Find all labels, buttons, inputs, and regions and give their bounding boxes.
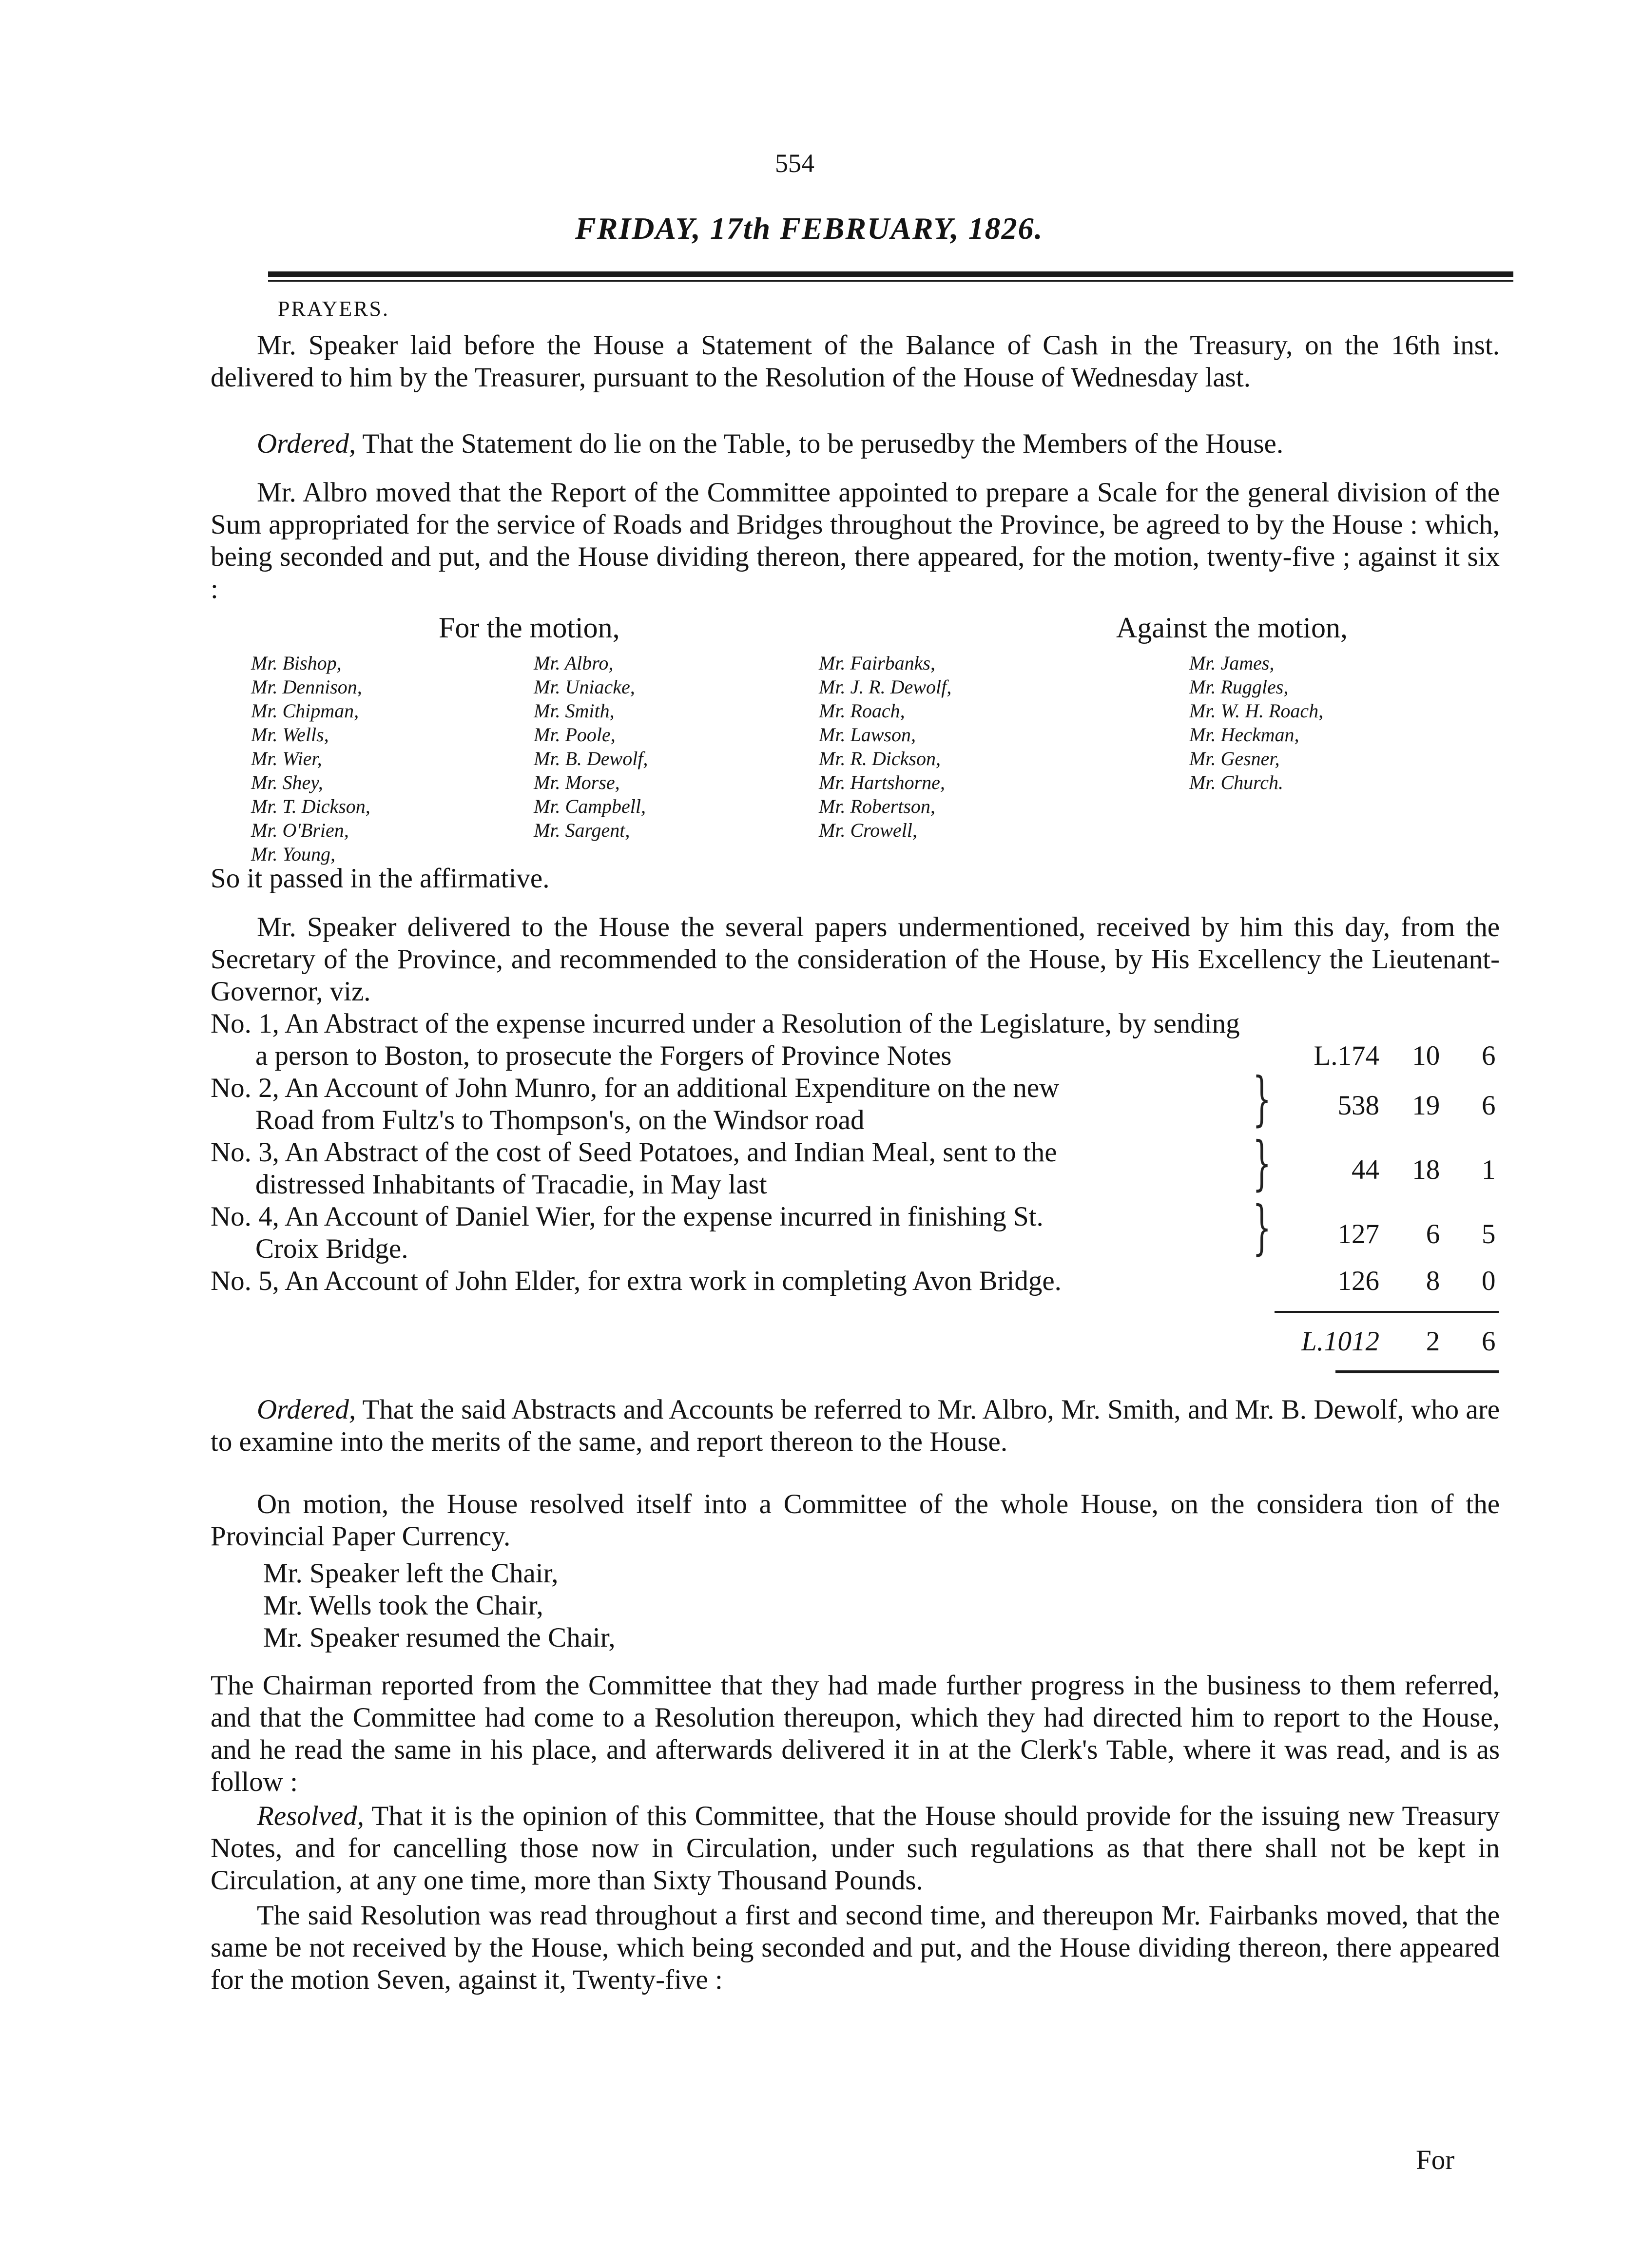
member-name: Mr. O'Brien,: [251, 819, 349, 841]
resolved-label: Resolved,: [257, 1801, 364, 1831]
member-name: Mr. Smith,: [534, 700, 615, 722]
item-brace: }: [1253, 1194, 1272, 1262]
member-name: Mr. Shey,: [251, 771, 323, 793]
amount-pence: 6: [1482, 1090, 1496, 1121]
member-name: Mr. Roach,: [819, 700, 905, 722]
against-names-column: [1189, 651, 1323, 794]
header-rule-thick: [268, 271, 1513, 277]
for-names-column-3: [819, 651, 951, 842]
item-line-1: No. 4, An Account of Daniel Wier, for the expense incurred in finishing St.: [211, 1201, 1044, 1232]
account-item-2: [211, 1072, 1059, 1136]
resolved-text: That it is the opinion of this Committee, that the House should provide for the issuing new Treasury Notes, and for cancelling those now in Circulation, under such regulations as that there shall not be kept in Circulation, at any one time, more than Sixty Thousand Pounds.: [211, 1801, 1500, 1896]
item-brace: }: [1253, 1065, 1272, 1133]
member-name: Mr. Crowell,: [819, 819, 917, 841]
total-shillings: 2: [1426, 1326, 1440, 1357]
item-line-2: Croix Bridge.: [255, 1233, 408, 1264]
member-name: Mr. Hartshorne,: [819, 771, 945, 793]
ordered-text: That the said Abstracts and Accounts be referred to Mr. Albro, Mr. Smith, and Mr. B. Dewolf, who are to examine into the merits of the same, and report thereon to the House.: [211, 1394, 1500, 1457]
member-name: Mr. Robertson,: [819, 795, 935, 817]
member-name: Mr. Albro,: [534, 652, 614, 674]
amount-5: [1296, 1265, 1496, 1297]
speaker-resumed-chair: Mr. Speaker resumed the Chair,: [263, 1622, 616, 1653]
member-name: Mr. W. H. Roach,: [1189, 700, 1324, 722]
paragraph-chairman-report: The Chairman reported from the Committee that they had made further progress in the business to them referred, and that the Committee had come to a Resolution thereupon, which they had directed him to report to the House, and he read the same in his place, and afterwards delivered it in at the Clerk's Table, where it was read, and is as follow :: [211, 1670, 1500, 1797]
page-header-date: FRIDAY, 17th FEBRUARY, 1826.: [575, 211, 1044, 246]
total-pounds: L.1012: [1301, 1326, 1379, 1357]
member-name: Mr. Sargent,: [534, 819, 630, 841]
amount-total: [1257, 1326, 1496, 1357]
member-name: Mr. Wells,: [251, 724, 329, 746]
member-name: Mr. Fairbanks,: [819, 652, 935, 674]
paragraph-papers-delivered: Mr. Speaker delivered to the House the several papers undermentioned, received by him this day, from the Secretary of the Province, and recommended to the consideration of the House, by His Excellency the Lieutenant-Governor, viz.: [211, 912, 1500, 1007]
member-name: Mr. Bishop,: [251, 652, 342, 674]
item-line-1: No. 3, An Abstract of the cost of Seed Potatoes, and Indian Meal, sent to the: [211, 1137, 1057, 1168]
header-rule-thin: [268, 280, 1513, 282]
for-motion-heading: For the motion,: [439, 612, 620, 644]
member-name: Mr. Church.: [1189, 771, 1283, 793]
member-name: Mr. R. Dickson,: [819, 748, 941, 769]
paragraph-committee-whole: On motion, the House resolved itself into a Committee of the whole House, on the considera tion of the Provincial Paper Currency.: [211, 1489, 1500, 1552]
account-item-1: [211, 1008, 1240, 1072]
item-line-1: No. 2, An Account of John Munro, for an additional Expenditure on the new: [211, 1073, 1060, 1103]
total-rule-bottom: [1335, 1370, 1499, 1373]
total-pence: 6: [1482, 1326, 1496, 1357]
amount-2: [1296, 1090, 1496, 1121]
paragraph-ordered-statement: [211, 428, 1500, 460]
wells-took-chair: Mr. Wells took the Chair,: [263, 1590, 543, 1621]
amount-pence: 6: [1482, 1040, 1496, 1071]
ordered-label: Ordered,: [257, 428, 356, 459]
passed-affirmative: So it passed in the affirmative.: [211, 863, 550, 894]
amount-1: [1296, 1040, 1496, 1072]
ordered-text: That the Statement do lie on the Table, to be perusedby the Members of the House.: [356, 428, 1284, 459]
amount-pounds: 538: [1337, 1090, 1379, 1121]
amount-pence: 0: [1482, 1266, 1496, 1296]
amount-shillings: 10: [1412, 1040, 1440, 1071]
prayers-heading: PRAYERS.: [278, 297, 390, 321]
item-line-2: distressed Inhabitants of Tracadie, in May last: [255, 1169, 767, 1200]
member-name: Mr. B. Dewolf,: [534, 748, 648, 769]
account-item-5: [211, 1265, 1062, 1297]
item-line-2: a person to Boston, to prosecute the Forgers of Province Notes: [255, 1040, 952, 1071]
item-line-1: No. 5, An Account of John Elder, for extra work in completing Avon Bridge.: [211, 1266, 1062, 1296]
member-name: Mr. Gesner,: [1189, 748, 1280, 769]
member-name: Mr. Lawson,: [819, 724, 916, 746]
member-name: Mr. Young,: [251, 843, 336, 865]
member-name: Mr. Heckman,: [1189, 724, 1299, 746]
amount-shillings: 18: [1412, 1154, 1440, 1185]
member-name: Mr. Dennison,: [251, 676, 362, 698]
account-item-4: [211, 1201, 1044, 1265]
speaker-left-chair: Mr. Speaker left the Chair,: [263, 1558, 559, 1589]
member-name: Mr. Ruggles,: [1189, 676, 1289, 698]
item-line-1: No. 1, An Abstract of the expense incurred under a Resolution of the Legislature, by sending: [211, 1008, 1240, 1039]
against-motion-heading: Against the motion,: [1116, 612, 1348, 644]
member-name: Mr. Morse,: [534, 771, 620, 793]
paragraph-albro-motion: Mr. Albro moved that the Report of the Committee appointed to prepare a Scale for the general division of the Sum appropriated for the service of Roads and Bridges throughout the Province, be agreed to by the House : which, being seconded and put, and the House dividing thereon, there appeared, for the motion, twenty-five ; against it six :: [211, 477, 1500, 604]
amount-shillings: 6: [1426, 1219, 1440, 1249]
amount-pounds: L.174: [1314, 1040, 1379, 1071]
ordered-label: Ordered,: [257, 1394, 356, 1425]
item-brace: }: [1253, 1130, 1272, 1197]
paragraph-resolution: [211, 1800, 1500, 1897]
page-number: 554: [775, 149, 814, 178]
amount-4: [1296, 1218, 1496, 1250]
for-names-column-2: [534, 651, 648, 842]
member-name: Mr. Uniacke,: [534, 676, 635, 698]
total-rule-top: [1275, 1311, 1499, 1313]
paragraph-ordered-referral: [211, 1394, 1500, 1458]
member-name: Mr. Wier,: [251, 748, 322, 769]
member-name: Mr. Campbell,: [534, 795, 646, 817]
amount-shillings: 19: [1412, 1090, 1440, 1121]
amount-pounds: 127: [1337, 1219, 1379, 1249]
for-names-column-1: [251, 651, 370, 866]
member-name: Mr. J. R. Dewolf,: [819, 676, 952, 698]
amount-pounds: 44: [1352, 1154, 1379, 1185]
account-item-3: [211, 1136, 1057, 1201]
amount-pounds: 126: [1337, 1266, 1379, 1296]
paragraph-fairbanks-motion: The said Resolution was read throughout a first and second time, and thereupon Mr. Fairbanks moved, that the same be not received by the House, which being seconded and put, and the House dividing thereon, there appeared for the motion Seven, against it, Twenty-five :: [211, 1900, 1500, 1995]
item-line-2: Road from Fultz's to Thompson's, on the Windsor road: [255, 1105, 865, 1135]
amount-pence: 5: [1482, 1219, 1496, 1249]
member-name: Mr. Chipman,: [251, 700, 359, 722]
member-name: Mr. James,: [1189, 652, 1275, 674]
paragraph-treasury-statement: Mr. Speaker laid before the House a Statement of the Balance of Cash in the Treasury, on the 16th inst. delivered to him by the Treasurer, pursuant to the Resolution of the House of Wednesday last.: [211, 330, 1500, 393]
amount-shillings: 8: [1426, 1266, 1440, 1296]
amount-pence: 1: [1482, 1154, 1496, 1185]
amount-3: [1296, 1154, 1496, 1186]
member-name: Mr. Poole,: [534, 724, 616, 746]
catchword: For: [1416, 2145, 1455, 2175]
member-name: Mr. T. Dickson,: [251, 795, 370, 817]
